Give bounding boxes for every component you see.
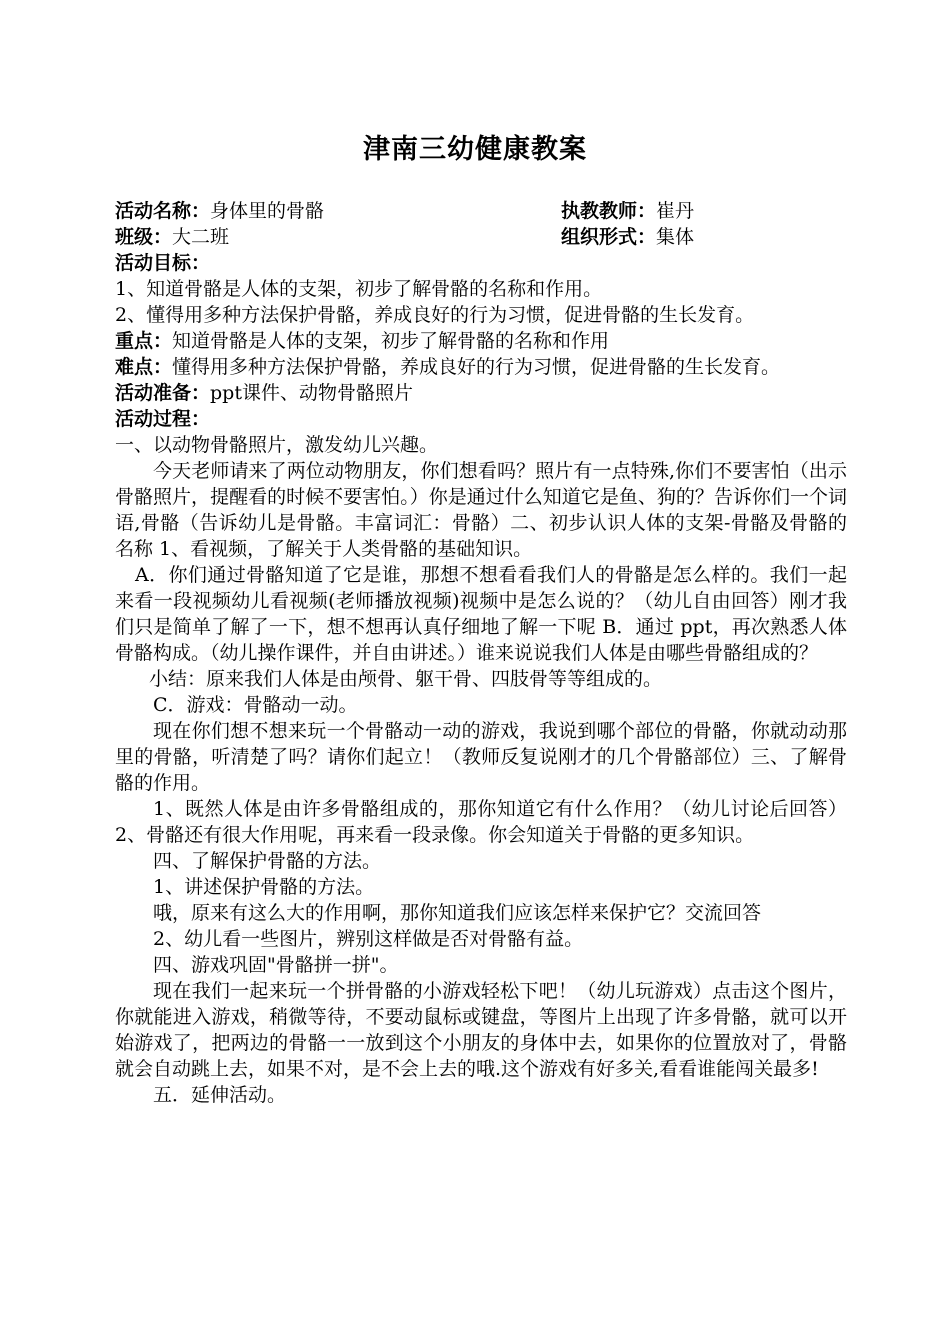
prep-value: ppt课件、动物骨骼照片 (210, 382, 413, 404)
class-info (115, 224, 561, 250)
difficulty-value: 懂得用多种方法保护骨骼，养成良好的行为习惯，促进骨骼的生长发育。 (172, 356, 781, 378)
teacher-label: 执教教师： (561, 200, 657, 222)
process-paragraph: 哦，原来有这么大的作用啊，那你知道我们应该怎样来保护它？交流回答 (153, 902, 762, 924)
document-title: 津南三幼健康教案 (363, 134, 587, 165)
process-paragraph: 小结：原来我们人体是由颅骨、躯干骨、四肢骨等等组成的。 (149, 668, 663, 690)
info-row-1 (115, 198, 847, 224)
process-paragraph: 一、以动物骨骼照片，激发幼儿兴趣。 (115, 434, 439, 456)
key-value: 知道骨骼是人体的支架，初步了解骨骼的名称和作用 (172, 330, 610, 352)
activity-name-value: 身体里的骨骼 (210, 200, 325, 222)
key-label: 重点： (115, 330, 173, 352)
class-value: 大二班 (172, 226, 230, 248)
difficulty-point (115, 354, 847, 380)
difficulty-label: 难点： (115, 356, 173, 378)
process-paragraph: 现在你们想不想来玩一个骨骼动一动的游戏，我说到哪个部位的骨骼，你就动动那里的骨骼，听清楚了吗？请你们起立！（教师反复说刚才的几个骨骼部位）三、了解骨骼的作用。 (115, 720, 847, 794)
activity-name (115, 198, 561, 224)
preparation (115, 380, 847, 406)
process-paragraph: 2、幼儿看一些图片，辨别这样做是否对骨骼有益。 (153, 928, 584, 950)
process-paragraph: 四、游戏巩固"骨骼拼一拼"。 (153, 954, 399, 976)
document-body (115, 198, 847, 1108)
goal-item: 1、知道骨骼是人体的支架，初步了解骨骼的名称和作用。 (115, 278, 603, 300)
process-paragraph: 四、了解保护骨骼的方法。 (153, 850, 382, 872)
process-paragraph: 今天老师请来了两位动物朋友，你们想看吗？照片有一点特殊,你们不要害怕（出示骨骼照片，提醒看的时候不要害怕。）你是通过什么知道它是鱼、狗的？告诉你们一个词语,骨骼（告诉幼儿是骨骼。丰富词汇：骨骼）二、初步认识人体的支架-骨骼及骨骼的名称 1、看视频，了解关于人类骨骼的基础知识。 (115, 460, 847, 560)
process-paragraph: 1、既然人体是由许多骨骼组成的，那你知道它有什么作用？（幼儿讨论后回答）2、骨骼还有很大作用呢，再来看一段录像。你会知道关于骨骼的更多知识。 (115, 798, 847, 846)
process-paragraph: 1、讲述保护骨骼的方法。 (153, 876, 375, 898)
process-label: 活动过程： (115, 408, 211, 430)
key-point (115, 328, 847, 354)
teacher-value: 崔丹 (656, 200, 695, 222)
process-paragraph: 现在我们一起来玩一个拼骨骼的小游戏轻松下吧！（幼儿玩游戏）点击这个图片，你就能进入游戏，稍微等待，不要动鼠标或键盘，等图片上出现了许多骨骼，就可以开始游戏了，把两边的骨骼一一放到这个小朋友的身体中去，如果你的位置放对了，骨骼就会自动跳上去，如果不对，是不会上去的哦.这个游戏有好多关,看看谁能闯关最多! (115, 980, 847, 1080)
process-paragraph: C．游戏：骨骼动一动。 (153, 694, 358, 716)
info-row-2 (115, 224, 847, 250)
prep-label: 活动准备： (115, 382, 211, 404)
process-paragraph: 五．延伸活动。 (153, 1084, 287, 1106)
process-paragraph: A．你们通过骨骼知道了它是谁，那想不想看看我们人的骨骼是怎么样的。我们一起来看一段视频幼儿看视频(老师播放视频)视频中是怎么说的？（幼儿自由回答）刚才我们只是简单了解了一下，想不想再认真仔细地了解一下呢 B．通过 ppt，再次熟悉人体骨骼构成。（幼儿操作课件，并自由讲述。）谁来说说我们人体是由哪些骨骼组成的？ (115, 564, 847, 664)
form-value: 集体 (656, 226, 695, 248)
teacher (561, 198, 847, 224)
class-label: 班级： (115, 226, 173, 248)
form-label: 组织形式： (561, 226, 657, 248)
goal-item: 2、懂得用多种方法保护骨骼，养成良好的行为习惯，促进骨骼的生长发育。 (115, 304, 755, 326)
organization-form (561, 224, 847, 250)
goals-label: 活动目标： (115, 252, 211, 274)
activity-name-label: 活动名称： (115, 200, 211, 222)
